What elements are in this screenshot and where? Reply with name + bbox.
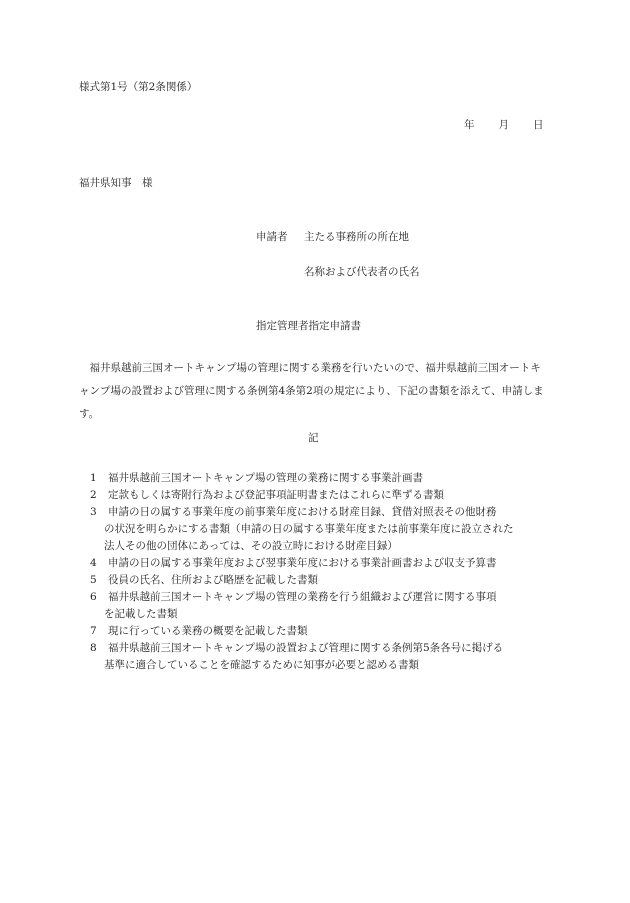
item-text: 定款もしくは寄附行為および登記事項証明書またはこれらに準ずる書類 <box>108 489 444 501</box>
list-item <box>79 504 549 555</box>
list-item <box>79 572 549 589</box>
item-text: 役員の氏名、住所および略歴を記載した書類 <box>108 574 318 586</box>
applicant-name-label: 名称および代表者の氏名 <box>304 266 420 278</box>
item-text-continued: の状況を明らかにする書類（申請の日の属する事業年度または前事業年度に設立された <box>104 523 514 535</box>
list-item <box>79 470 549 487</box>
item-number: 4 <box>90 557 97 569</box>
list-item <box>79 640 549 674</box>
item-text: 福井県越前三国オートキャンプ場の管理の業務に関する事業計画書 <box>108 472 423 484</box>
item-text: 申請の日の属する事業年度および翌事業年度における事業計画書および収支予算書 <box>108 557 497 569</box>
attachment-list <box>79 470 549 674</box>
date-year: 年 <box>464 119 475 131</box>
item-text-continued: 基準に適合していることを確認するために知事が必要と認める書類 <box>104 659 419 671</box>
item-text: 福井県越前三国オートキャンプ場の設置および管理に関する条例第5条各号に掲げる <box>108 642 504 654</box>
ki-heading: 記 <box>308 432 319 444</box>
addressee: 福井県知事 様 <box>79 177 153 189</box>
applicant-address-label: 主たる事務所の所在地 <box>304 231 409 243</box>
item-text: 現に行っている業務の概要を記載した書類 <box>108 625 308 637</box>
item-number: 3 <box>90 506 97 518</box>
body-paragraph: 福井県越前三国オートキャンプ場の管理に関する業務を行いたいので、福井県越前三国オートキャンプ場の設置および管理に関する条例第4条第2項の規定により、下記の書類を添えて、申請します。 <box>79 362 544 420</box>
list-item <box>79 555 549 572</box>
list-item <box>79 487 549 504</box>
item-text-continued: 法人その他の団体にあっては、その設立時における財産目録） <box>104 540 398 552</box>
applicant-label: 申請者 <box>256 231 288 243</box>
item-text-continued: を記載した書類 <box>104 608 178 620</box>
date-line <box>464 120 544 131</box>
item-text: 申請の日の属する事業年度の前事業年度における財産目録、貸借対照表その他財務 <box>108 506 497 518</box>
form-number: 様式第1号（第2条関係） <box>79 81 198 93</box>
item-number: 6 <box>90 591 97 603</box>
item-number: 2 <box>90 489 97 501</box>
item-number: 1 <box>90 472 97 484</box>
list-item <box>79 623 549 640</box>
item-number: 5 <box>90 574 97 586</box>
item-text: 福井県越前三国オートキャンプ場の管理の業務を行う組織および運営に関する事項 <box>108 591 497 603</box>
item-number: 7 <box>90 625 97 637</box>
item-number: 8 <box>90 642 97 654</box>
list-item <box>79 589 549 623</box>
date-month: 月 <box>498 119 509 131</box>
document-title: 指定管理者指定申請書 <box>256 320 361 332</box>
date-day: 日 <box>533 119 544 131</box>
